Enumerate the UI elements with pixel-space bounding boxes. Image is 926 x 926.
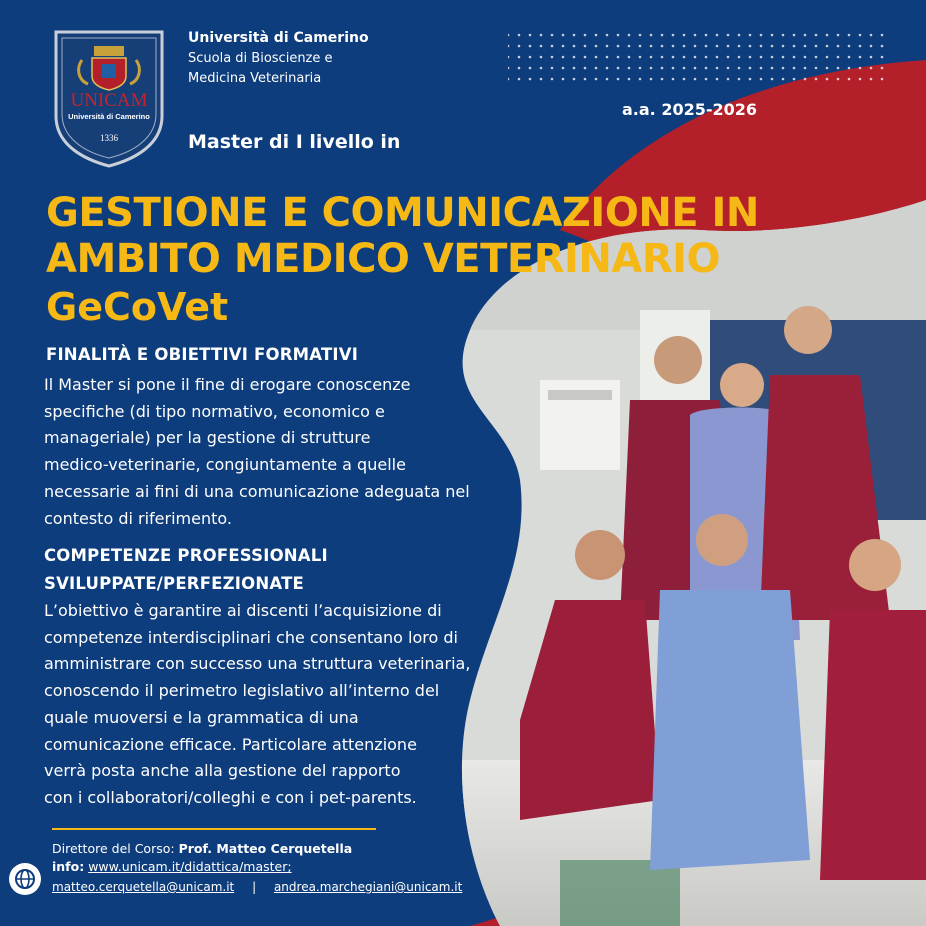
section2-line: amministrare con successo una struttura veterinaria, (44, 654, 471, 674)
section1-line: medico-veterinarie, congiuntamente a quelle (44, 455, 406, 475)
director-name: Prof. Matteo Cerquetella (178, 841, 353, 856)
section2-line: verrà posta anche alla gestione del rapporto (44, 761, 401, 781)
section1-line: Il Master si pone il fine di erogare conoscenze (44, 375, 411, 394)
director-line (52, 840, 352, 858)
info-line (52, 858, 292, 876)
email-link-marchegiani[interactable]: andrea.marchegiani@unicam.it (273, 880, 463, 894)
school-name-line2: Medicina Veterinaria (188, 71, 322, 86)
section1-line: specifiche (di tipo normativo, economico e (44, 401, 385, 421)
section2-line: comunicazione efficace. Particolare attenzione (44, 734, 417, 754)
section2-line: L’obiettivo è garantire ai discenti l’acquisizione di (44, 601, 442, 620)
crest-subtitle: Università di Camerino (68, 112, 150, 121)
main-title-line2: AMBITO MEDICO VETERINARIO (46, 236, 721, 282)
academic-year: a.a. 2025-2026 (622, 100, 758, 119)
section1-line: necessarie ai fini di una comunicazione adeguata nel (44, 481, 470, 501)
main-title (46, 190, 806, 282)
main-title-line1: GESTIONE E COMUNICAZIONE IN (46, 190, 759, 236)
dot-pattern (508, 28, 888, 86)
info-url-link[interactable]: www.unicam.it/didattica/master; (88, 859, 292, 874)
school-name-line1: Scuola di Bioscienze e (188, 51, 333, 66)
school-name (188, 49, 448, 89)
section2-body (44, 598, 524, 812)
globe-icon (8, 862, 42, 896)
section1-line: contesto di riferimento. (44, 508, 232, 528)
university-name: Università di Camerino (188, 30, 369, 46)
section2-line: conoscendo il perimetro legislativo all’interno del (44, 681, 440, 701)
email-separator: | (252, 880, 257, 894)
section1-body (44, 372, 524, 532)
master-level: Master di I livello in (188, 131, 401, 153)
section1-line: manageriale) per la gestione di strutture (44, 428, 371, 448)
course-acronym: GeCoVet (46, 285, 229, 329)
section2-heading-line2: SVILUPPATE/PERFEZIONATE (44, 574, 304, 593)
section2-heading-line1: COMPETENZE PROFESSIONALI (44, 546, 328, 565)
info-label: info: (52, 859, 85, 874)
crest-year: 1336 (100, 133, 118, 143)
section1-heading: FINALITÀ E OBIETTIVI FORMATIVI (46, 345, 359, 364)
crest-name: UNICAM (70, 90, 148, 111)
section2-line: quale muoversi e la grammatica di una (44, 707, 359, 727)
section2-heading (44, 542, 328, 598)
gold-divider (52, 828, 376, 830)
email-link-cerquetella[interactable]: matteo.cerquetella@unicam.it (52, 880, 235, 894)
director-label: Direttore del Corso: (52, 841, 175, 856)
section2-line: competenze interdisciplinari che consentano loro di (44, 627, 458, 647)
contact-emails (52, 878, 462, 896)
unicam-crest-logo (52, 28, 166, 168)
photo-group-of-students (440, 200, 926, 926)
section2-line: con i collaboratori/colleghi e con i pet-parents. (44, 787, 417, 807)
